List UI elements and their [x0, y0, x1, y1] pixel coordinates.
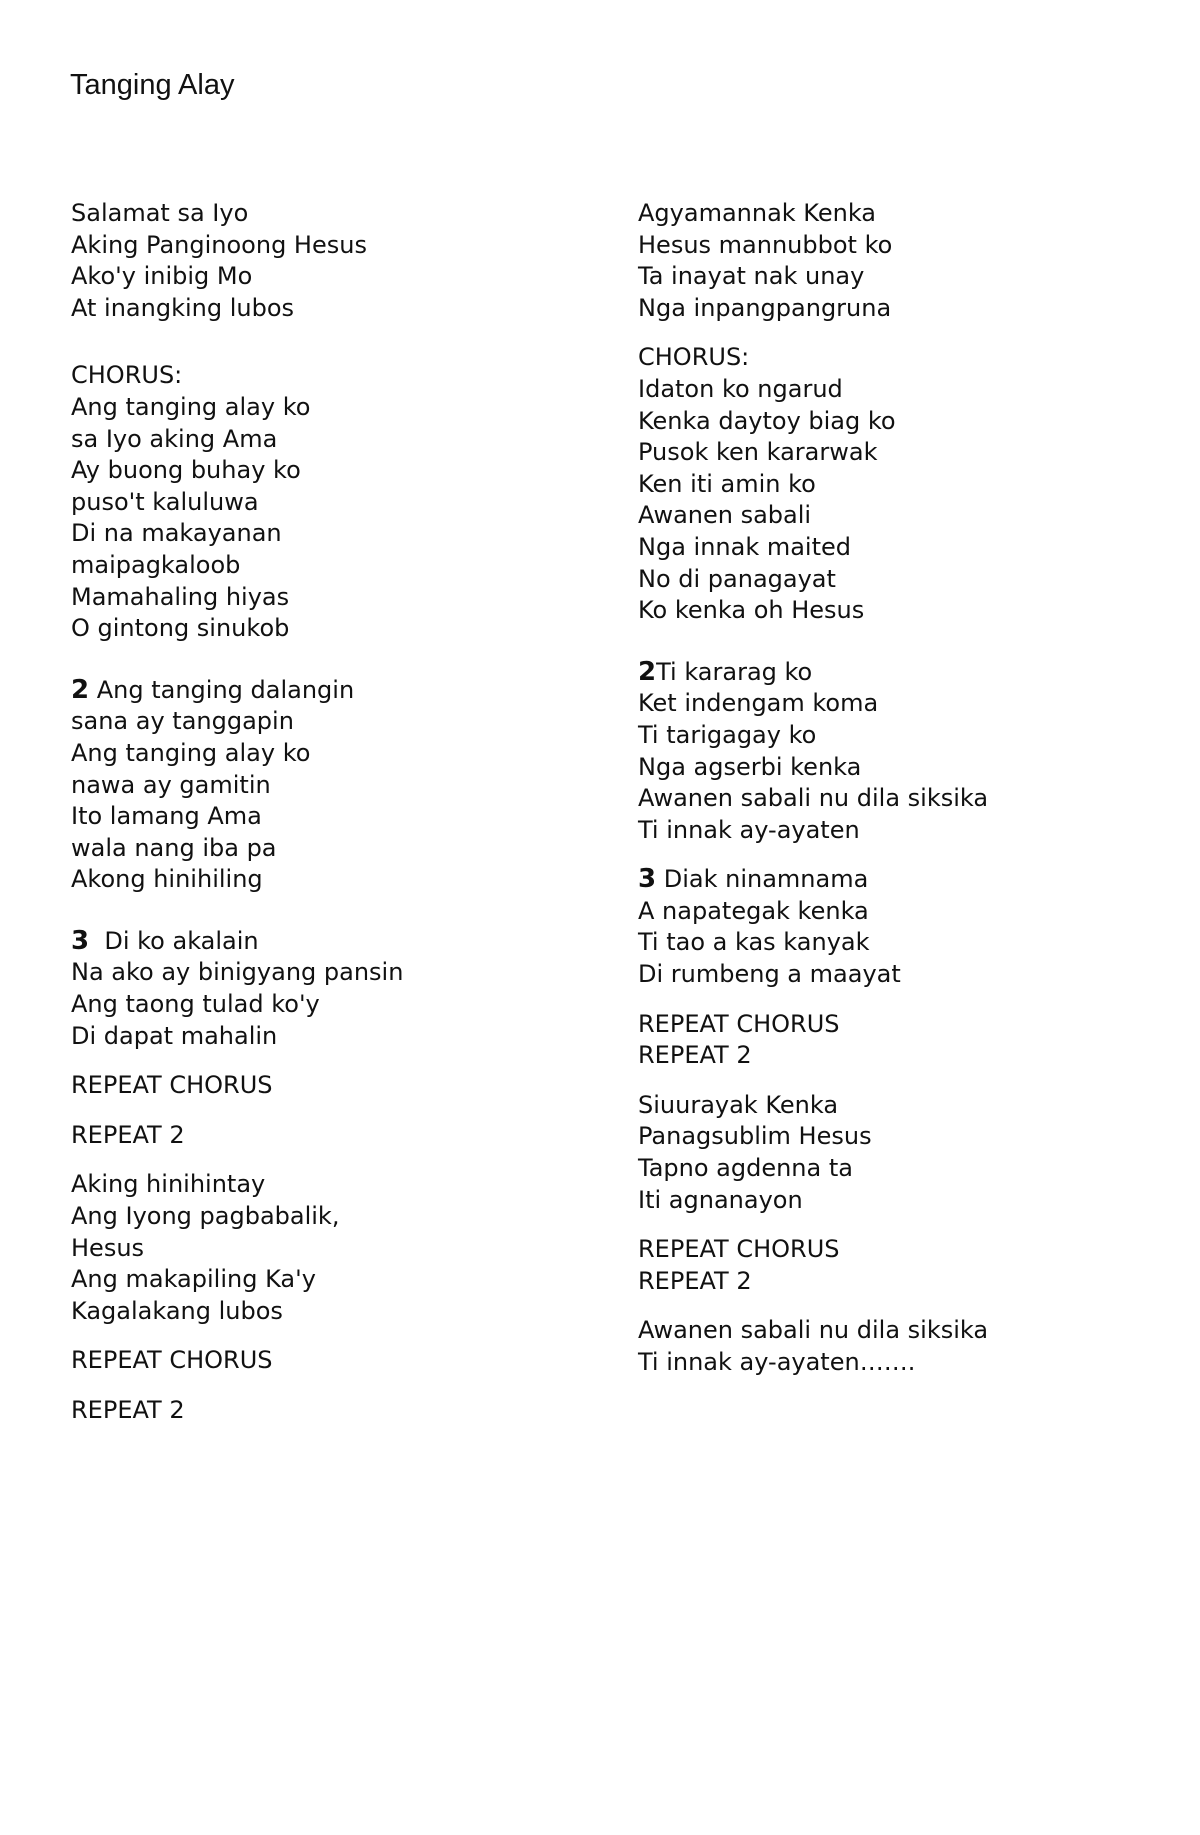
lyric-line: Nga agserbi kenka — [638, 752, 862, 781]
lyric-text: Ang tanging dalangin — [89, 675, 355, 704]
lyric-line — [638, 864, 988, 896]
lyric-line: Agyamannak Kenka — [638, 199, 877, 227]
lyric-line: sa Iyo aking Ama — [71, 424, 278, 453]
lyric-line: Tapno agdenna ta — [638, 1154, 853, 1183]
lyric-line: Kenka daytoy biag ko — [638, 406, 896, 435]
lyric-line: Iti agnanayon — [638, 1185, 803, 1214]
lyric-line: Panagsublim Hesus — [638, 1122, 872, 1151]
lyric-line: Mamahaling hiyas — [71, 582, 290, 611]
lyric-line: Hesus — [71, 1233, 145, 1262]
verse-2 — [71, 675, 403, 896]
lyric-line: Di dapat mahalin — [71, 1021, 278, 1050]
lyric-line: Nga inpangpangruna — [638, 293, 892, 322]
chorus-label: CHORUS: — [71, 361, 183, 390]
lyric-line: Ken iti amin ko — [638, 469, 816, 498]
verse-number: 3 — [638, 864, 657, 895]
lyric-line: O gintong sinukob — [71, 614, 290, 643]
lyric-line: Ay buong buhay ko — [71, 456, 301, 485]
verse-3 — [71, 926, 403, 1052]
chorus-label: CHORUS: — [638, 343, 750, 372]
lyric-line: Awanen sabali nu dila siksika — [638, 1316, 989, 1345]
verse-4 — [71, 1169, 403, 1327]
lyric-line: Nga innak maited — [638, 532, 852, 561]
lyric-line — [71, 926, 403, 958]
lyric-line: A napategak kenka — [638, 896, 869, 925]
repeat-block — [638, 1234, 988, 1297]
repeat-2: REPEAT 2 — [71, 1120, 185, 1149]
lyric-line: Akong hinihiling — [71, 865, 263, 894]
lyric-line: At inangking lubos — [71, 293, 295, 322]
lyric-line: Ang tanging alay ko — [71, 392, 311, 421]
lyrics-column-tagalog — [71, 198, 403, 1427]
lyric-line: Hesus mannubbot ko — [638, 230, 893, 259]
repeat-chorus: REPEAT CHORUS — [71, 1346, 273, 1375]
lyric-line: Na ako ay binigyang pansin — [71, 958, 404, 987]
lyric-line: nawa ay gamitin — [71, 770, 271, 799]
lyric-line: Ang taong tulad ko'y — [71, 990, 320, 1019]
lyric-line: maipagkaloob — [71, 550, 241, 579]
lyric-line: Ito lamang Ama — [71, 802, 262, 831]
lyric-line: wala nang iba pa — [71, 833, 277, 862]
repeat-block — [638, 1009, 988, 1072]
verse-2 — [638, 657, 988, 847]
lyrics-column-ilocano — [638, 198, 988, 1379]
verse-1 — [71, 198, 403, 324]
ending — [638, 1315, 988, 1378]
lyric-line: Ang makapiling Ka'y — [71, 1265, 316, 1294]
lyric-line: Di na makayanan — [71, 519, 282, 548]
lyric-line: Awanen sabali nu dila siksika — [638, 784, 989, 813]
lyric-line: Salamat sa Iyo — [71, 199, 249, 227]
lyric-line: Ti tao a kas kanyak — [638, 928, 870, 957]
lyric-line: Ko kenka oh Hesus — [638, 596, 865, 625]
repeat-chorus: REPEAT CHORUS — [638, 1009, 840, 1038]
lyric-line: sana ay tanggapin — [71, 707, 294, 736]
lyric-text: Diak ninamnama — [656, 865, 869, 894]
lyric-line: puso't kaluluwa — [71, 487, 259, 516]
repeat-chorus: REPEAT CHORUS — [638, 1235, 840, 1264]
page-title: Tanging Alay — [70, 69, 235, 101]
lyric-line: Ket indengam koma — [638, 689, 879, 718]
lyric-line: Idaton ko ngarud — [638, 374, 843, 403]
lyric-line — [71, 675, 403, 707]
lyric-line: Aking Panginoong Hesus — [71, 230, 367, 259]
lyric-line: No di panagayat — [638, 564, 836, 593]
lyric-line: Aking hinihintay — [71, 1170, 266, 1199]
verse-number: 2 — [71, 674, 90, 705]
lyric-line: Ang Iyong pagbabalik, — [71, 1202, 340, 1231]
verse-number: 2 — [638, 656, 657, 687]
lyric-text: Ti kararag ko — [656, 657, 813, 686]
lyric-line: Pusok ken kararwak — [638, 438, 878, 467]
lyric-line: Awanen sabali — [638, 501, 812, 530]
verse-number: 3 — [71, 925, 90, 956]
lyric-text: Di ko akalain — [89, 926, 259, 955]
repeat-2: REPEAT 2 — [638, 1041, 752, 1070]
repeat-2: REPEAT 2 — [638, 1266, 752, 1295]
lyric-line: Ti innak ay-ayaten……. — [638, 1348, 916, 1376]
verse-4 — [638, 1090, 988, 1216]
lyric-line: Ta inayat nak unay — [638, 262, 865, 291]
verse-1 — [638, 198, 988, 324]
lyric-line: Ti tarigagay ko — [638, 720, 817, 749]
lyric-line — [638, 657, 988, 689]
chorus — [71, 360, 403, 644]
lyric-line: Kagalakang lubos — [71, 1296, 283, 1325]
chorus — [638, 342, 988, 626]
repeat-chorus: REPEAT CHORUS — [71, 1071, 273, 1100]
verse-3 — [638, 864, 988, 990]
lyric-line: Di rumbeng a maayat — [638, 960, 901, 989]
repeat-2: REPEAT 2 — [71, 1396, 185, 1424]
lyric-line: Ti innak ay-ayaten — [638, 815, 860, 844]
lyric-line: Ang tanging alay ko — [71, 738, 311, 767]
lyric-line: Siuurayak Kenka — [638, 1090, 839, 1119]
lyric-line: Ako'y inibig Mo — [71, 262, 253, 291]
